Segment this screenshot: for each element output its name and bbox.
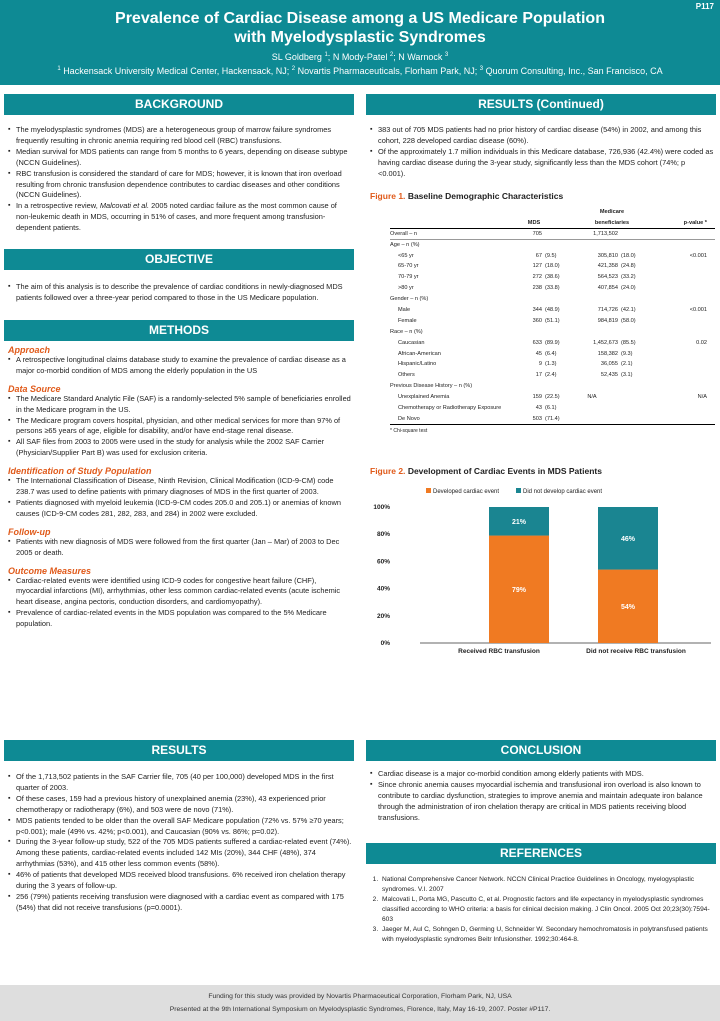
list-item: ▪ The aim of this analysis is to describe the prevalence of cardiac conditions in newly-diagnosed MDS patients followed over a three-year period compared to those in the US Medicare population.	[8, 282, 352, 304]
presentation-note: Presented at the 9th International Symposium on Myelodysplastic Syndromes, Florence, Italy, May 16-19, 2007. Poster #P117.	[169, 1006, 551, 1013]
p-value: N/A	[697, 394, 707, 401]
affiliation: Hackensack University Medical Center, Hackensack, NJ;	[63, 66, 290, 76]
p-value	[648, 272, 715, 283]
mds-percent: (89.9)	[545, 339, 560, 346]
table-row	[390, 294, 715, 305]
mds-percent: (1.3)	[545, 361, 557, 368]
mds-percent: (33.8)	[545, 285, 560, 292]
row-label: Previous Disease History – n (%)	[390, 383, 473, 390]
title-line-2: with Myelodysplastic Syndromes	[234, 29, 486, 46]
demographics-table	[390, 207, 715, 425]
mds-count: 705	[532, 230, 542, 237]
methods-heading: METHODS	[4, 320, 354, 341]
row-label: Female	[398, 317, 417, 324]
cardiac-events-chart	[366, 480, 716, 680]
poster-title	[0, 0, 720, 47]
mds-count	[508, 294, 542, 305]
mds-count	[508, 381, 542, 392]
mds-count	[508, 326, 542, 337]
medicare-count: 564,523	[597, 274, 618, 281]
p-value	[648, 315, 715, 326]
mds-count: 360	[532, 317, 542, 324]
medicare-count	[566, 403, 618, 414]
medicare-count: 984,819	[597, 317, 618, 324]
mds-count: 238	[532, 285, 542, 292]
medicare-percent: (33.2)	[621, 274, 636, 281]
p-value	[648, 239, 715, 250]
medicare-percent	[618, 239, 648, 250]
medicare-percent: (42.1)	[621, 306, 636, 313]
list-item: ▪ MDS patients tended to be older than the overall SAF Medicare population (72% vs. 57% ≥70 years; p<0.001); male (49% vs. 42%; p<0.001), and Caucasian (90% vs. 86%; p=0.02).	[8, 816, 352, 838]
y-tick-label: 20%	[376, 612, 390, 620]
medicare-percent	[618, 392, 648, 403]
y-tick-label: 80%	[376, 531, 390, 539]
y-tick-label: 100%	[373, 503, 390, 511]
p-value	[648, 326, 715, 337]
affiliation: Quorum Consulting, Inc., San Francisco, CA	[485, 66, 663, 76]
approach-title: Approach	[8, 344, 51, 355]
medicare-count: 421,358	[597, 263, 618, 270]
medicare-count: 1,713,502	[593, 230, 618, 237]
poster-footer	[0, 985, 720, 1021]
text-run: In a retrospective review,	[16, 201, 100, 211]
affil-sup: 3	[479, 66, 484, 72]
row-label: Chemotherapy or Radiotherapy Exposure	[398, 405, 502, 411]
list-item: ▪ Patients with new diagnosis of MDS were followed from the first quarter (Jan – Mar) of 2003 to Dec 2005 or death.	[8, 537, 352, 559]
results-heading: RESULTS	[4, 740, 354, 761]
row-label: Unexplained Anemia	[398, 394, 450, 401]
row-label: Others	[398, 372, 415, 379]
row-label: >80 yr	[398, 285, 414, 292]
row-label: Overall – n	[390, 230, 418, 237]
references-heading: REFERENCES	[366, 843, 716, 864]
text-run: 2005 noted cardiac failure as the most common cause of non-leukemic death in MDS, occurring in 51% of cases, and more frequent among transfusion-dependent patients.	[16, 201, 337, 233]
figure-caption: Development of Cardiac Events in MDS Patients	[407, 465, 602, 476]
background-heading: BACKGROUND	[4, 94, 354, 115]
list-item: ▪ All SAF files from 2003 to 2005 were used in the study for analysis while the 2002 SAF Carrier (Physician/Supplier Part B) was used for exclusion criteria.	[8, 437, 352, 459]
table-footnote: * Chi-square test	[390, 427, 428, 434]
mds-count: 503	[532, 415, 542, 422]
col-header-medicare: Medicare	[599, 208, 625, 215]
p-value: 0.02	[696, 339, 707, 346]
mds-percent	[542, 294, 566, 305]
table-row	[390, 283, 715, 294]
authors-line: SL Goldberg $^1$; N Mody-Patel $^2$; N Warnock $^3$	[271, 52, 449, 62]
medicare-count: 52,435	[600, 372, 618, 379]
list-item: ▪ Cardiac-related events were identified using ICD-9 codes for congestive heart failure (CHF), myocardial infarctions (MI), arrhythmias, other less common cardiac-related events (acute ischemic heart disease, angina pectoris, conduction disorders, and cardiomyopathy).	[8, 576, 352, 609]
objective-heading: OBJECTIVE	[4, 249, 354, 270]
medicare-percent	[618, 326, 648, 337]
row-label: De Novo	[398, 415, 420, 422]
mds-percent: (6.4)	[545, 350, 557, 357]
list-item: ▪ The Medicare program covers hospital, physician, and other medical services for more than 97% of persons ≥65 years of age, eligible for disability, and/or have end-stage renal disease.	[8, 416, 352, 438]
p-value	[648, 370, 715, 381]
mds-count	[508, 239, 542, 250]
list-item: ▪ The Medicare Standard Analytic File (SAF) is a randomly-selected 5% sample of beneficiaries enrolled in the Medicare program in the US.	[8, 394, 352, 416]
medicare-count: 714,726	[597, 306, 618, 313]
mds-percent	[542, 228, 566, 239]
left-column	[4, 94, 354, 912]
medicare-count	[566, 413, 618, 424]
legend-label: Developed cardiac event	[433, 488, 500, 495]
bar-value-label: 79%	[511, 586, 527, 594]
author-name: SL Goldberg	[271, 52, 322, 62]
table-header-row-1	[390, 207, 715, 218]
medicare-percent	[618, 403, 648, 414]
list-item: ▪ RBC transfusion is considered the standard of care for MDS; however, it is known that iron overload resulting from chronic transfusion dependence contributes to cardiac diseases and other conditions (NCCN Guidelines).	[8, 169, 352, 202]
list-item: ▪ Median survival for MDS patients can range from 5 months to 6 years, depending on disease subtype (NCCN Guidelines).	[8, 147, 352, 169]
medicare-percent: (85.5)	[621, 339, 636, 346]
y-tick-label: 40%	[376, 585, 390, 593]
data-source-title: Data Source	[8, 383, 61, 394]
affiliations-line	[0, 66, 720, 76]
table-header-row-2	[390, 217, 715, 228]
data-source-list	[4, 394, 354, 459]
p-value	[648, 413, 715, 424]
bar-value-label: 54%	[620, 603, 636, 611]
table-row	[390, 392, 715, 403]
table-row	[390, 359, 715, 370]
funding-note: Funding for this study was provided by Novartis Pharmaceutical Corporation, Florham Park, NJ, USA	[208, 993, 512, 1000]
table-row	[390, 413, 715, 424]
list-item: ▪ During the 3-year follow-up study, 522 of the 705 MDS patients suffered a cardiac-related event (74%). Among these patients, cardiac-related events included 142 MIs (20%), 344 CHF (48%), 374 arrhythmias (53%), and 415 other less common events (58%).	[8, 837, 352, 870]
list-item: ▪ 256 (79%) patients receiving transfusion were diagnosed with a cardiac event as compared with 175 (54%) that did not receive transfusions (p=0.0001).	[8, 892, 352, 914]
table-row	[390, 272, 715, 283]
mds-percent: (2.4)	[545, 372, 557, 379]
medicare-count: 158,382	[597, 350, 618, 357]
p-value: <0.001	[689, 252, 707, 259]
row-label: Age – n (%)	[390, 241, 420, 248]
p-value: <0.001	[689, 306, 707, 313]
title-line-1: Prevalence of Cardiac Disease among a US Medicare Population	[115, 10, 605, 27]
mds-count: 43	[535, 405, 542, 411]
medicare-count: 305,810	[597, 252, 618, 259]
right-column	[366, 94, 716, 943]
conclusion-heading: CONCLUSION	[366, 740, 716, 761]
medicare-count: 407,854	[597, 285, 618, 292]
figure-1-title	[366, 191, 716, 201]
medicare-count	[566, 326, 618, 337]
medicare-percent	[618, 413, 648, 424]
medicare-percent: (2.1)	[621, 361, 633, 368]
medicare-count: 36,055	[600, 361, 618, 368]
outcome-list	[4, 576, 354, 631]
row-label: Caucasian	[398, 339, 425, 346]
row-label: Race – n (%)	[390, 328, 423, 335]
figure-caption: Baseline Demographic Characteristics	[407, 190, 564, 201]
table-row	[390, 370, 715, 381]
medicare-count	[566, 381, 618, 392]
author-name: N Mody-Patel	[332, 52, 388, 62]
list-item: ▪ Prevalence of cardiac-related events in the MDS population was compared to the 5% Medicare population.	[8, 608, 352, 630]
list-item: ▪ A retrospective longitudinal claims database study to examine the prevalence of cardiac disease as a major co-morbid condition of MDS among the elderly population in the US	[8, 355, 352, 377]
medicare-percent: (24.8)	[621, 263, 636, 270]
results-list	[4, 772, 354, 914]
list-item: ▪ Since chronic anemia causes myocardial ischemia and transfusional iron overload is also known to contribute to cardiac dysfunction, strategies to improve anemia and maintain adequate iron balance through the administration of iron chelation therapy are critical in MDS patients receiving blood transfusions.	[370, 780, 714, 824]
identification-list	[4, 476, 354, 520]
mds-percent: (18.0)	[545, 263, 560, 270]
citation-italic: Malcovati et al.	[99, 201, 150, 211]
figure-2-title	[366, 466, 716, 476]
list-item: ▪ Of the 1,713,502 patients in the SAF Carrier file, 705 (40 per 100,000) developed MDS in the first quarter of 2003.	[8, 772, 352, 794]
table-row	[390, 250, 715, 261]
figure-label: Figure 1.	[370, 190, 406, 201]
medicare-percent: (3.1)	[621, 372, 633, 379]
affil-sup: 2	[291, 66, 296, 72]
list-item: ▪ Of the approximately 1.7 million individuals in this Medicare database, 726,936 (42.4%) were coded as having cardiac disease during the 3-year study, significantly less than the MDS cohort (74%; p <0.001).	[370, 147, 714, 180]
medicare-percent: (18.0)	[621, 252, 636, 259]
table-row	[390, 228, 715, 239]
approach-list	[4, 355, 354, 377]
p-value	[648, 261, 715, 272]
medicare-percent: (24.0)	[621, 285, 636, 292]
table-row	[390, 348, 715, 359]
medicare-count: 1,452,673	[593, 339, 618, 346]
medicare-percent	[618, 294, 648, 305]
list-item: ▪ The International Classification of Disease, Ninth Revision, Clinical Modification (ICD-9-CM) code 238.7 was used to define patients with primary diagnoses of MDS in the first quarter of 2003.	[8, 476, 352, 498]
col-header-mds: MDS	[527, 219, 541, 226]
p-value	[648, 348, 715, 359]
row-label: African-American	[398, 350, 441, 357]
table-row	[390, 381, 715, 392]
bar-value-label: 21%	[511, 518, 527, 526]
mds-percent: (22.5)	[545, 394, 560, 401]
x-tick-label: Did not receive RBC transfusion	[586, 647, 686, 655]
results-continued-list	[366, 125, 716, 180]
medicare-percent	[618, 381, 648, 392]
table-row	[390, 403, 715, 414]
mds-count: 67	[535, 252, 542, 259]
medicare-percent: (9.3)	[621, 350, 633, 357]
author-sup: 1	[324, 52, 328, 58]
author-sup: 2	[389, 52, 394, 58]
mds-count: 17	[535, 372, 542, 379]
p-value	[648, 228, 715, 239]
mds-percent: (9.5)	[545, 252, 557, 259]
mds-percent: (6.1)	[545, 405, 557, 411]
references-list	[366, 875, 716, 945]
mds-percent: (38.6)	[545, 274, 560, 281]
legend-swatch	[516, 488, 521, 493]
p-value	[648, 294, 715, 305]
mds-count: 9	[538, 361, 542, 368]
bar-value-label: 46%	[620, 535, 636, 543]
table-row	[390, 239, 715, 250]
affil-sup: 1	[57, 66, 61, 72]
author-sup: 3	[444, 52, 449, 58]
y-tick-label: 60%	[376, 558, 390, 566]
y-tick-label: 0%	[380, 639, 390, 647]
mds-count: 633	[532, 339, 542, 346]
legend-swatch	[426, 488, 431, 493]
list-item: ▪ Of these cases, 159 had a previous history of unexplained anemia (23%), 43 experienced prior chemotherapy or radiotherapy (6%), and 503 were de novo (71%).	[8, 794, 352, 816]
row-label: Gender – n (%)	[390, 296, 429, 303]
mds-percent	[542, 381, 566, 392]
p-value	[648, 403, 715, 414]
reference-item: 1. National Comprehensive Cancer Network. NCCN Clinical Practice Guidelines in Oncology, myelogysplastic syndromes. V.I. 2007	[380, 875, 716, 895]
objective-list	[4, 282, 354, 304]
medicare-percent	[618, 228, 648, 239]
background-list	[4, 125, 354, 234]
list-item: ▪ The myelodysplastic syndromes (MDS) are a heterogeneous group of marrow failure syndromes frequently resulting in chronic anemia requiring red blood cell (RBC) transfusions.	[8, 125, 352, 147]
table-row	[390, 261, 715, 272]
poster-header	[0, 0, 720, 85]
medicare-count	[566, 239, 618, 250]
p-value	[648, 283, 715, 294]
reference-item: 2. Malcovati L, Porta MG, Pascutto C, et al. Prognostic factors and life expectancy in myelodysplastic syndromes classified according to WHO criteria: a basis for clinical decision making. J Clin Oncol. 2005 Oct 20;23(30):7594-603	[380, 895, 716, 925]
table-row	[390, 315, 715, 326]
mds-count: 159	[532, 394, 542, 401]
list-item: ▪ 46% of patients that developed MDS received blood transfusions. 6% received iron chelation therapy during the 3 years of follow-up.	[8, 870, 352, 892]
affiliation: Novartis Pharmaceuticals, Florham Park, NJ;	[297, 66, 478, 76]
x-tick-label: Received RBC transfusion	[458, 647, 540, 655]
reference-item: 3. Jaeger M, Aul C, Sohngen D, Germing U, Schneider W. Secondary hemochromatosis in polytransfused patients with myelodysplastic syndromes Beitr Infusionsther. 1992;30:464-8.	[380, 925, 716, 945]
table-row	[390, 337, 715, 348]
follow-up-title: Follow-up	[8, 526, 51, 537]
results-continued-heading: RESULTS (Continued)	[366, 94, 716, 115]
list-item: ▪ 383 out of 705 MDS patients had no prior history of cardiac disease (54%) in 2002, and among this cohort, 228 developed cardiac disease (60%).	[370, 125, 714, 147]
row-label: <65 yr	[398, 252, 414, 259]
mds-percent	[542, 239, 566, 250]
medicare-count: N/A	[587, 394, 597, 401]
poster-id: P117	[695, 2, 714, 11]
mds-count: 344	[532, 306, 542, 313]
row-label: 70-79 yr	[398, 274, 419, 281]
mds-percent: (48.9)	[545, 306, 560, 313]
row-label: 65-70 yr	[398, 263, 419, 270]
identification-title: Identification of Study Population	[8, 466, 152, 477]
table-row	[390, 305, 715, 316]
mds-percent: (71.4)	[545, 415, 560, 422]
follow-up-list	[4, 537, 354, 559]
outcome-title: Outcome Measures	[8, 565, 92, 576]
legend-label: Did not develop cardiac event	[523, 488, 603, 495]
mds-count: 45	[535, 350, 542, 357]
mds-percent	[542, 326, 566, 337]
col-header-beneficiaries: beneficiaries	[594, 219, 630, 226]
author-name: N Warnock	[398, 52, 443, 62]
p-value	[648, 381, 715, 392]
medicare-count	[566, 294, 618, 305]
list-item: ▪ Patients diagnosed with myeloid leukemia (ICD-9-CM codes 205.0 and 205.1) or anemias of known causes (ICD-9-CM codes 281, 282, 283, and 284) in 2002 were excluded.	[8, 498, 352, 520]
p-value	[648, 359, 715, 370]
list-item	[8, 201, 352, 234]
mds-count: 272	[532, 274, 542, 281]
row-label: Male	[398, 306, 411, 313]
table-row	[390, 326, 715, 337]
mds-count: 127	[532, 263, 542, 270]
conclusion-list	[366, 769, 716, 824]
col-header-p-value: p-value *	[683, 219, 707, 226]
medicare-percent: (58.0)	[621, 317, 636, 324]
row-label: Hispanic/Latino	[398, 361, 437, 368]
mds-percent: (51.1)	[545, 317, 560, 324]
list-item: ▪ Cardiac disease is a major co-morbid condition among elderly patients with MDS.	[370, 769, 714, 780]
figure-label: Figure 2.	[370, 465, 406, 476]
